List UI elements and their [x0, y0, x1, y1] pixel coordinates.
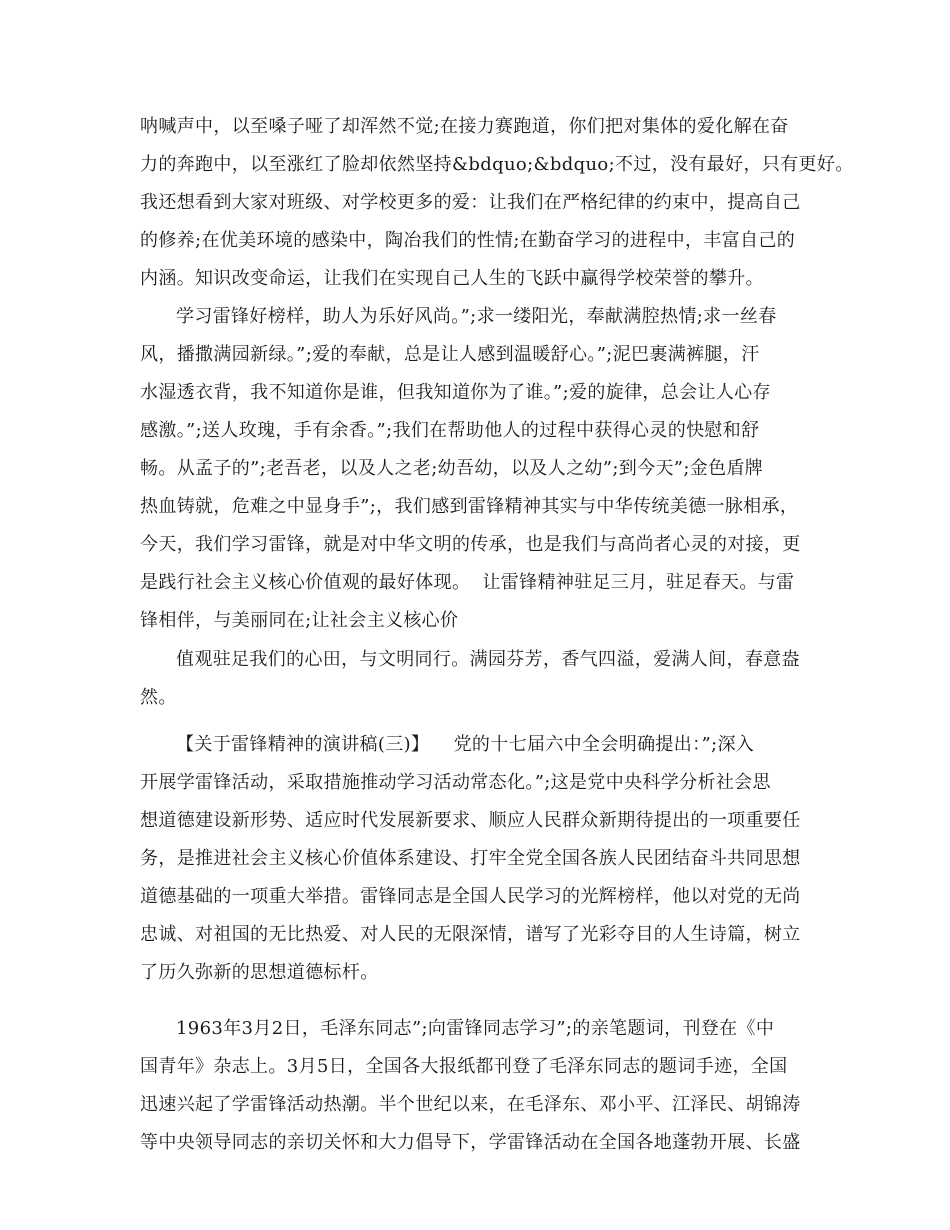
text-line: 国青年》杂志上。3月5日，全国各大报纸都刊登了毛泽东同志的题词手迹，全国 — [140, 1056, 788, 1077]
text-line: 然。 — [140, 687, 177, 708]
text-line: 热血铸就，危难之中显身手”;，我们感到雷锋精神其实与中华传统美德一脉相承， — [140, 496, 799, 517]
text-line: 了历久弥新的思想道德标杆。 — [140, 962, 379, 983]
text-line: 锋相伴，与美丽同在;让社会主义核心价 — [140, 610, 459, 631]
text-line: 水湿透衣背，我不知道你是谁，但我知道你为了谁。”;爱的旋律，总会让人心存 — [140, 382, 771, 403]
text-line: 我还想看到大家对班级、对学校更多的爱：让我们在严格纪律的约束中，提高自己 — [140, 192, 801, 213]
text-line: 畅。从孟子的”;老吾老，以及人之老;幼吾幼，以及人之幼”;到今天”;金色盾牌 — [140, 458, 764, 479]
text-line: 风，播撒满园新绿。”;爱的奉献，总是让人感到温暖舒心。”;泥巴裹满裤腿，汗 — [140, 344, 760, 365]
text-line: 的修养;在优美环境的感染中，陶冶我们的性情;在勤奋学习的进程中，丰富自己的 — [140, 230, 796, 251]
section-heading-line: 【关于雷锋精神的演讲稿(三)】 党的十七届六中全会明确提出：”;深入 — [176, 734, 755, 755]
text-line: 忠诚、对祖国的无比热爱、对人民的无限深情，谱写了光彩夺目的人生诗篇，树立 — [140, 924, 801, 945]
text-line: 务，是推进社会主义核心价值体系建设、打牢全党全国各族人民团结奋斗共同思想 — [140, 848, 801, 869]
text-line: 道德基础的一项重大举措。雷锋同志是全国人民学习的光辉榜样，他以对党的无尚 — [140, 886, 801, 907]
text-line: 开展学雷锋活动，采取措施推动学习活动常态化。”;这是党中央科学分析社会思 — [140, 772, 771, 793]
text-line: 迅速兴起了学雷锋活动热潮。半个世纪以来，在毛泽东、邓小平、江泽民、胡锦涛 — [140, 1094, 801, 1115]
text-line: 今天，我们学习雷锋，就是对中华文明的传承，也是我们与高尚者心灵的对接，更 — [140, 534, 801, 555]
text-line: 力的奔跑中，以至涨红了脸却依然坚持&bdquo;&bdquo;不过，没有最好，只有更好。 — [140, 154, 854, 175]
text-line: 感激。”;送人玫瑰，手有余香。”;我们在帮助他人的过程中获得心灵的快慰和舒 — [140, 420, 760, 441]
text-line: 是践行社会主义核心价值观的最好体现。 让雷锋精神驻足三月，驻足春天。与雷 — [140, 572, 795, 593]
paragraph-start-line: 值观驻足我们的心田，与文明同行。满园芬芳，香气四溢，爱满人间，春意盎 — [176, 649, 800, 670]
text-line: 等中央领导同志的亲切关怀和大力倡导下，学雷锋活动在全国各地蓬勃开展、长盛 — [140, 1132, 801, 1153]
paragraph-start-line: 1963年3月2日，毛泽东同志”;向雷锋同志学习”;的亲笔题词，刊登在《中 — [176, 1018, 775, 1039]
text-line: 内涵。知识改变命运，让我们在实现自己人生的飞跃中赢得学校荣誉的攀升。 — [140, 268, 764, 289]
text-line: 想道德建设新形势、适应时代发展新要求、顺应人民群众新期待提出的一项重要任 — [140, 810, 801, 831]
text-line: 呐喊声中，以至嗓子哑了却浑然不觉;在接力赛跑道，你们把对集体的爱化解在奋 — [140, 116, 789, 137]
paragraph-start-line: 学习雷锋好榜样，助人为乐好风尚。”;求一缕阳光，奉献满腔热情;求一丝春 — [176, 306, 777, 327]
